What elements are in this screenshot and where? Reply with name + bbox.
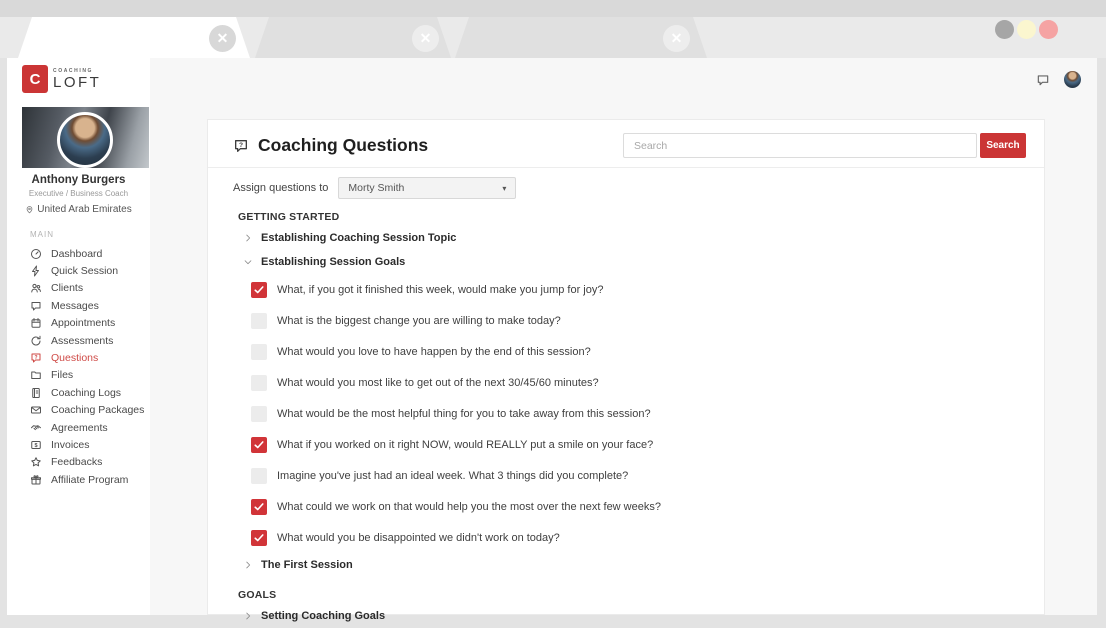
sidebar <box>7 58 150 615</box>
close-icon[interactable]: ✕ <box>209 25 236 52</box>
sidebar-item-label: Dashboard <box>51 247 103 260</box>
profile-name: Anthony Burgers <box>31 174 126 186</box>
chevron-down-icon <box>243 257 253 267</box>
window-control-red[interactable] <box>1039 20 1058 39</box>
sidebar-item-label: Invoices <box>51 438 90 451</box>
question-text: What is the biggest change you are willing to make today? <box>277 314 561 327</box>
group-label: Establishing Session Goals <box>261 256 406 268</box>
logo-monogram: C <box>22 65 48 93</box>
search-bar <box>623 133 1026 158</box>
window-control-grey[interactable] <box>995 20 1014 39</box>
dashboard-icon <box>30 248 42 260</box>
sidebar-item-feedbacks[interactable] <box>7 454 150 471</box>
question-checkbox-checked[interactable] <box>251 282 267 298</box>
question-text: What could we work on that would help you the most over the next few weeks? <box>277 500 661 513</box>
chevron-down-icon: ▾ <box>502 183 507 193</box>
svg-text:$: $ <box>34 442 38 449</box>
question-checkbox-checked[interactable] <box>251 530 267 546</box>
browser-chrome <box>0 0 1106 58</box>
question-text: What would be the most helpful thing for you to take away from this session? <box>277 407 651 420</box>
tab-bar <box>0 17 1106 58</box>
group-label: Setting Coaching Goals <box>261 610 386 622</box>
clients-icon <box>30 282 42 294</box>
coaching-packages-icon <box>30 404 42 416</box>
sidebar-item-label: Files <box>51 369 74 382</box>
sidebar-item-label: Messages <box>51 299 99 312</box>
question-row <box>251 429 1026 460</box>
group-toggle[interactable] <box>243 553 1026 577</box>
card-header <box>233 133 1026 158</box>
question-text: What would you love to have happen by the end of this session? <box>277 345 591 358</box>
group-toggle[interactable] <box>243 226 1026 250</box>
question-checkbox[interactable] <box>251 375 267 391</box>
sidebar-item-label: Agreements <box>51 421 108 434</box>
user-avatar-small[interactable] <box>1064 71 1081 88</box>
question-checkbox-checked[interactable] <box>251 437 267 453</box>
sidebar-item-agreements[interactable] <box>7 419 150 436</box>
sidebar-item-label: Feedbacks <box>51 456 103 469</box>
chevron-right-icon <box>243 233 253 243</box>
question-text: What if you worked on it right NOW, would REALLY put a smile on your face? <box>277 438 654 451</box>
assign-client-select[interactable] <box>338 177 516 199</box>
questions-icon <box>30 352 42 364</box>
topbar-actions <box>1036 71 1081 88</box>
sidebar-nav <box>7 245 150 488</box>
chat-icon[interactable] <box>1036 73 1050 87</box>
profile-role: Executive / Business Coach <box>28 189 129 198</box>
sidebar-item-label: Quick Session <box>51 265 119 278</box>
section-header: GETTING STARTED <box>238 211 340 223</box>
sidebar-item-assessments[interactable] <box>7 332 150 349</box>
sidebar-item-quick-session[interactable] <box>7 262 150 279</box>
question-row <box>251 274 1026 305</box>
location-pin-icon <box>25 205 34 214</box>
sidebar-item-coaching-packages[interactable] <box>7 402 150 419</box>
questions-tree <box>233 211 1026 628</box>
sidebar-item-label: Affiliate Program <box>51 473 129 486</box>
coaching-questions-card <box>207 119 1045 622</box>
sidebar-item-dashboard[interactable] <box>7 245 150 262</box>
assessments-icon <box>30 335 42 347</box>
question-checkbox[interactable] <box>251 344 267 360</box>
chevron-right-icon <box>243 560 253 570</box>
coaching-logs-icon <box>30 387 42 399</box>
question-checkbox-checked[interactable] <box>251 499 267 515</box>
files-icon <box>30 369 42 381</box>
section-header: GOALS <box>238 589 277 601</box>
messages-icon <box>30 300 42 312</box>
agreements-icon <box>30 422 42 434</box>
close-icon[interactable]: ✕ <box>663 25 690 52</box>
sidebar-item-label: Coaching Logs <box>51 386 122 399</box>
coaching-loft-logo[interactable] <box>22 65 101 93</box>
question-row <box>251 336 1026 367</box>
sidebar-item-label: Questions <box>51 352 99 365</box>
profile-location: United Arab Emirates <box>37 204 132 215</box>
group-label: Establishing Coaching Session Topic <box>261 232 457 244</box>
question-checkbox[interactable] <box>251 313 267 329</box>
group-toggle[interactable] <box>243 604 1026 628</box>
chevron-right-icon <box>243 611 253 621</box>
question-checkbox[interactable] <box>251 468 267 484</box>
group-label: The First Session <box>261 559 353 571</box>
question-row <box>251 398 1026 429</box>
question-row <box>251 367 1026 398</box>
logo-word-top: COACHING <box>53 67 94 74</box>
question-text: What, if you got it finished this week, would make you jump for joy? <box>277 283 604 296</box>
search-input[interactable] <box>623 133 977 158</box>
group-toggle[interactable] <box>243 250 1026 274</box>
search-button[interactable]: Search <box>980 133 1026 158</box>
sidebar-item-label: Appointments <box>51 317 116 330</box>
svg-text:?: ? <box>34 354 38 361</box>
quick-session-icon <box>30 265 42 277</box>
profile-info <box>7 174 150 215</box>
assign-row <box>233 177 1026 199</box>
window-controls <box>995 20 1058 39</box>
affiliate-program-icon <box>30 474 42 486</box>
feedbacks-icon <box>30 456 42 468</box>
question-bubble-icon <box>233 138 249 154</box>
appointments-icon <box>30 317 42 329</box>
sidebar-item-files[interactable] <box>7 367 150 384</box>
page-title: Coaching Questions <box>258 135 429 155</box>
avatar[interactable] <box>57 112 113 168</box>
sidebar-item-label: Coaching Packages <box>51 404 145 417</box>
invoices-icon <box>30 439 42 451</box>
sidebar-item-label: Clients <box>51 282 84 295</box>
sidebar-item-clients[interactable] <box>7 280 150 297</box>
question-text: What would you be disappointed we didn't work on today? <box>277 531 560 544</box>
question-checkbox[interactable] <box>251 406 267 422</box>
question-row <box>251 460 1026 491</box>
question-text: Imagine you've just had an ideal week. What 3 things did you complete? <box>277 469 629 482</box>
app-window <box>7 58 1097 622</box>
svg-text:?: ? <box>238 141 244 149</box>
assign-label: Assign questions to <box>233 182 329 194</box>
question-row <box>251 522 1026 553</box>
sidebar-item-affiliate-program[interactable] <box>7 471 150 488</box>
header-divider <box>208 167 1044 168</box>
sidebar-item-messages[interactable] <box>7 297 150 314</box>
sidebar-item-invoices[interactable] <box>7 436 150 453</box>
question-row <box>251 491 1026 522</box>
window-control-yellow[interactable] <box>1017 20 1036 39</box>
select-value: Morty Smith <box>348 182 405 194</box>
question-text: What would you most like to get out of the next 30/45/60 minutes? <box>277 376 599 389</box>
sidebar-item-questions[interactable] <box>7 349 150 366</box>
question-row <box>251 305 1026 336</box>
logo-word-bottom: LOFT <box>53 73 102 91</box>
close-icon[interactable]: ✕ <box>412 25 439 52</box>
nav-section-label: MAIN <box>30 230 54 239</box>
sidebar-item-label: Assessments <box>51 334 114 347</box>
sidebar-item-appointments[interactable] <box>7 315 150 332</box>
sidebar-item-coaching-logs[interactable] <box>7 384 150 401</box>
